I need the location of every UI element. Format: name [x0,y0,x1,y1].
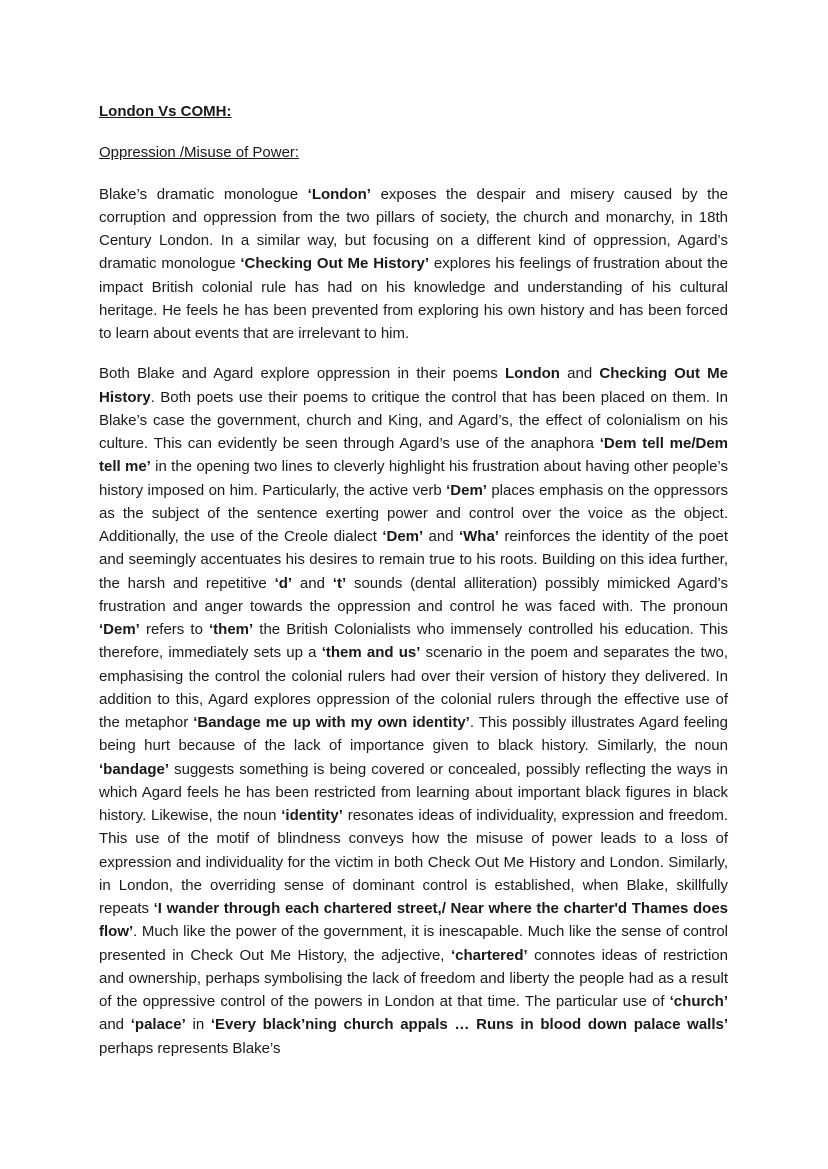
quoted-term: ‘chartered’ [450,946,528,964]
quoted-term: ‘Every black’ning church appals … Runs in blood down palace walls’ [210,1016,729,1034]
body-text: places emphasis on the oppressors as the subject of the sentence exerting power and control over the voice as the object. Additionally, the use of the Creole dialect [99,481,728,545]
quoted-term: ‘t’ [332,574,347,592]
body-text: Blake’s dramatic monologue [99,185,308,203]
body-text: . Much like the power of the government, it is inescapable. Much like the sense of control presented in Check Out Me History, the adjective, [99,923,728,964]
quoted-term: ‘them’ [209,621,254,638]
body-text: suggests something is being covered or concealed, possibly reflecting the ways in which Agard feels he has been restricted from learning about important black figures in black history. Likewise, the noun [99,760,728,824]
quoted-term: ‘Bandage me up with my own identity’ [193,714,470,731]
quoted-term: ‘them and us’ [321,644,421,662]
quoted-term: ‘Dem tell me/Dem tell me’ [99,435,729,476]
document-title: London Vs COMH: [99,103,232,120]
body-text: and [423,528,459,545]
body-text: in [185,1016,211,1034]
quoted-term: ‘church’ [669,993,728,1010]
body-text: connotes ideas of restriction and ownership, perhaps symbolising the lack of freedom and liberty the people had as a result of the oppressive control of the powers in London at that time. The particular use of [99,946,728,1010]
quoted-term: ‘palace’ [130,1016,186,1034]
body-text: sounds (dental alliteration) possibly mimicked Agard’s frustration and anger towards the oppression and control he was faced with. The pronoun [99,574,728,615]
body-text: explores his feelings of frustration about the impact British colonial rule has had on his knowledge and understanding of his cultural heritage. He feels he has been prevented from exploring his own history and has been forced to learn about events that are irrelevant to him. [99,255,728,342]
document-subtitle: Oppression /Misuse of Power: [99,144,300,162]
quoted-term: ‘Dem’ [99,621,140,638]
body-text: and [292,574,333,592]
body-text: refers to [139,621,210,638]
quoted-term: ‘Dem’ [446,481,487,499]
body-text: and [559,365,600,383]
body-text: exposes the despair and misery caused by the corruption and oppression from the two pillars of society, the church and monarchy, in 18th Century London. In a similar way, but focusing on a different kind of oppression, Agard’s dramatic monologue [99,185,729,273]
quoted-term: ‘bandage’ [99,760,170,778]
body-text: the British Colonialists who immensely controlled his education. This therefore, immediately sets up a [99,621,729,662]
quoted-term: Checking Out Me History [99,365,728,406]
quoted-term: ‘Dem’ [382,528,424,545]
quoted-term: ‘London’ [307,185,371,203]
quoted-term: ‘Checking Out Me History’ [240,255,430,273]
body-text: and [99,1016,131,1034]
quoted-term: ‘Wha’ [458,528,499,545]
quoted-term: ‘identity’ [281,807,343,824]
quoted-term: ‘d’ [274,574,293,592]
body-text: . Both poets use their poems to critique the control that has been placed on them. In Blake’s case the government, church and King, and Agard’s, the effect of colonialism on his culture. This can evidently be seen through Agard’s use of the anaphora [99,388,728,452]
body-text: . This possibly illustrates Agard feeling being hurt because of the lack of importance given to black history. Similarly, the noun [99,714,728,755]
body-text: reinforces the identity of the poet and seemingly accentuates his desires to remain true to his roots. Building on this idea further, the harsh and repetitive [99,528,728,592]
body-text: resonates ideas of individuality, expression and freedom. This use of the motif of blindness conveys how the misuse of power leads to a loss of expression and individuality for the victim in both Check Out Me History and London. Similarly, in London, the overriding sense of dominant control is established, when Blake, skillfully repeats [99,807,728,917]
quoted-term: London [504,365,560,383]
body-text: in the opening two lines to cleverly highlight his frustration about having other people’s history imposed on him. Particularly, the active verb [99,458,728,499]
body-text: Both Blake and Agard explore oppression in their poems [99,365,505,383]
paragraph-intro [99,183,728,346]
quoted-term: ‘I wander through each chartered street,/ Near where the charter'd Thames does flow’ [99,900,728,941]
body-text: scenario in the poem and separates the two, emphasising the control the colonial rulers had over their version of history they delivered. In addition to this, Agard explores oppression of the colonial rulers through the effective use of the metaphor [99,644,728,731]
paragraph-analysis [99,362,728,1060]
body-text: perhaps represents Blake’s [99,1039,281,1057]
